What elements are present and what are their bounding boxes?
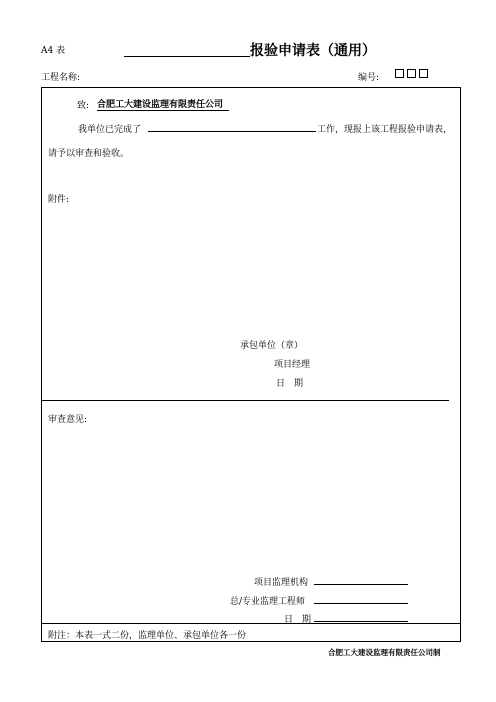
to-company: 合肥工大建设监理有限责任公司 [97, 97, 229, 111]
engineer-field[interactable] [314, 603, 408, 604]
date-label-1: 日 期 [276, 379, 304, 389]
date-field[interactable] [314, 621, 408, 622]
org-field[interactable] [314, 584, 408, 585]
body-suffix: 工作，现报上该工程报验申请表， [317, 125, 453, 135]
footer-maker: 合肥工大建设监理有限责任公司制 [328, 648, 441, 657]
footer-note: 附注：本表一式二份，监理单位、承包单位各一份 [48, 631, 247, 641]
manager-label: 项目经理 [274, 360, 311, 370]
work-field[interactable] [148, 131, 316, 132]
page-title: 报验申请表（通用） [250, 43, 376, 59]
date-label-2: 日 期 [284, 615, 312, 625]
to-label: 致: [77, 101, 90, 111]
attachment-label: 附件: [48, 195, 70, 205]
number-box-1[interactable] [395, 69, 404, 78]
body-prefix: 我单位已完成了 [78, 125, 142, 135]
number-boxes[interactable] [395, 69, 431, 79]
form-frame [41, 87, 461, 642]
number-label: 编号: [358, 73, 380, 83]
section-divider-1 [41, 400, 449, 401]
contractor-label: 承包单位（章） [240, 341, 304, 351]
body-line2: 请予以审查和验收。 [48, 149, 130, 159]
number-box-2[interactable] [407, 69, 416, 78]
review-label: 审查意见: [48, 415, 88, 425]
project-name-label: 工程名称: [41, 73, 81, 83]
org-label: 项目监理机构 [254, 578, 309, 588]
form-code: A4 表 [41, 46, 66, 56]
number-box-3[interactable] [419, 69, 428, 78]
title-underline [124, 56, 250, 57]
engineer-label: 总/专业监理工程师 [230, 597, 306, 607]
section-divider-2 [41, 623, 461, 624]
